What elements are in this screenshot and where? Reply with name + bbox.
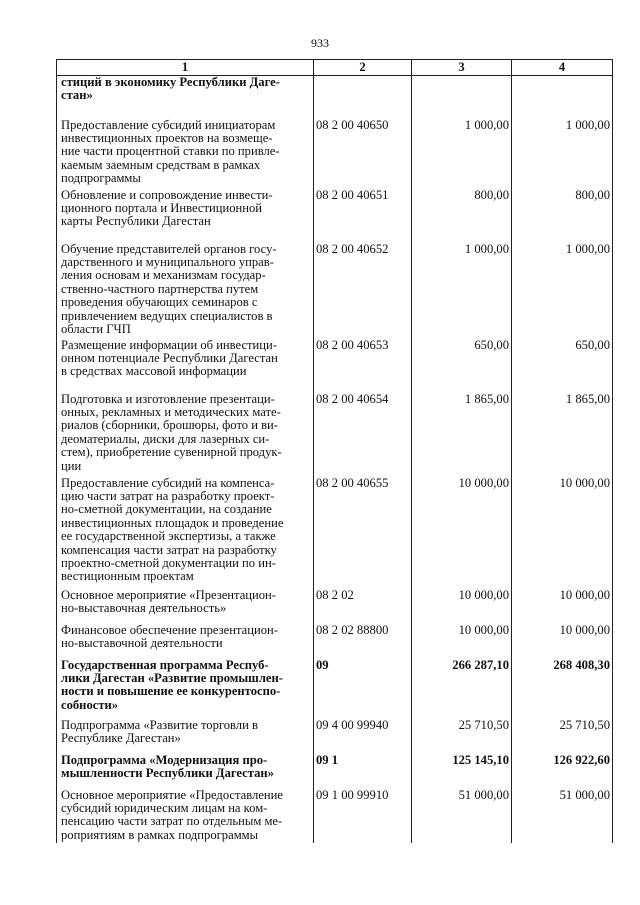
row-name-cell: Размещение информации об инвестици- онном потенциале Республики Дагестан в средствах массовой информации <box>57 339 314 393</box>
row-value-year2-cell: 1 000,00 <box>512 243 613 339</box>
row-code-cell: 08 2 00 40652 <box>314 243 412 339</box>
row-value-year2-cell: 1 865,00 <box>512 393 613 477</box>
row-name-cell: Подготовка и изготовление презентаци- онных, рекламных и методических мате- риалов (сборники, брошюры, фото и ви- деоматериалы, диски для лазерных си- стем), приобретение сувенирной продук- ции <box>57 393 314 477</box>
row-code-cell: 09 4 00 99940 <box>314 719 412 754</box>
table-row <box>57 339 613 393</box>
row-value-year2-cell: 1 000,00 <box>512 119 613 189</box>
row-value-year2-cell: 10 000,00 <box>512 477 613 589</box>
row-value-year1-cell: 10 000,00 <box>412 624 512 659</box>
table-row <box>57 659 613 719</box>
row-value-year1-cell: 1 000,00 <box>412 243 512 339</box>
table-row <box>57 76 613 119</box>
row-value-year2-cell: 10 000,00 <box>512 589 613 624</box>
row-value-year1-cell: 1 000,00 <box>412 119 512 189</box>
row-code-cell: 08 2 00 40655 <box>314 477 412 589</box>
budget-table <box>56 59 613 843</box>
row-value-year1-cell: 650,00 <box>412 339 512 393</box>
header-col-3: 3 <box>412 60 512 76</box>
row-name-cell: Финансовое обеспечение презентацион- но-выставочной деятельности <box>57 624 314 659</box>
row-code-cell: 08 2 02 <box>314 589 412 624</box>
row-code-cell: 08 2 00 40653 <box>314 339 412 393</box>
row-code-cell: 09 1 <box>314 754 412 789</box>
row-name-cell: Обновление и сопровождение инвести- ционного портала и Инвестиционной карты Республики Дагестан <box>57 189 314 243</box>
row-name-cell: Подпрограмма «Модернизация про- мышленности Республики Дагестан» <box>57 754 314 789</box>
row-name-cell: Предоставление субсидий на компенса- цию части затрат на разработку проект- но-сметной документации, на создание инвестиционных площадок и проведение ее государственной экспертизы, а также компенсация части затрат на разработку проектно-сметной документации по ин- вестиционным проектам <box>57 477 314 589</box>
row-name-cell: Основное мероприятие «Предоставление субсидий юридическим лицам на ком- пенсацию части затрат по отдельным ме- роприятиям в рамках подпрограммы <box>57 789 314 843</box>
page-number: 933 <box>311 36 329 50</box>
row-value-year2-cell: 25 710,50 <box>512 719 613 754</box>
row-value-year1-cell: 10 000,00 <box>412 477 512 589</box>
row-code-cell <box>314 76 412 119</box>
row-code-cell: 08 2 00 40650 <box>314 119 412 189</box>
row-name-cell: Основное мероприятие «Презентацион- но-выставочная деятельность» <box>57 589 314 624</box>
table-row <box>57 789 613 843</box>
table-body <box>57 76 613 843</box>
row-name-cell: Подпрограмма «Развитие торговли в Республике Дагестан» <box>57 719 314 754</box>
row-value-year2-cell: 800,00 <box>512 189 613 243</box>
table-row <box>57 754 613 789</box>
header-col-2: 2 <box>314 60 412 76</box>
row-code-cell: 09 <box>314 659 412 719</box>
row-value-year1-cell: 51 000,00 <box>412 789 512 843</box>
row-value-year2-cell <box>512 76 613 119</box>
row-code-cell: 08 2 02 88800 <box>314 624 412 659</box>
row-code-cell: 08 2 00 40651 <box>314 189 412 243</box>
header-col-1: 1 <box>57 60 314 76</box>
row-value-year1-cell: 125 145,10 <box>412 754 512 789</box>
table-header-row <box>57 60 613 76</box>
row-value-year1-cell: 10 000,00 <box>412 589 512 624</box>
header-col-4: 4 <box>512 60 613 76</box>
row-name-cell: Предоставление субсидий инициаторам инвестиционных проектов на возмеще- ние части процентной ставки по привле- каемым заемным средствам в рамках подпрограммы <box>57 119 314 189</box>
row-value-year1-cell <box>412 76 512 119</box>
row-value-year2-cell: 268 408,30 <box>512 659 613 719</box>
row-value-year1-cell: 800,00 <box>412 189 512 243</box>
row-name-cell: Обучение представителей органов госу- дарственного и муниципального управ- ления основам и механизмам государ- ственно-частного партнерства путем проведения обучающих семинаров с привлечением ведущих специалистов в области ГЧП <box>57 243 314 339</box>
row-value-year2-cell: 51 000,00 <box>512 789 613 843</box>
row-name-cell: стиций в экономику Республики Даге- стан» <box>57 76 314 119</box>
table-row <box>57 719 613 754</box>
row-code-cell: 09 1 00 99910 <box>314 789 412 843</box>
row-value-year1-cell: 25 710,50 <box>412 719 512 754</box>
table-row <box>57 477 613 589</box>
row-value-year2-cell: 10 000,00 <box>512 624 613 659</box>
table-row <box>57 119 613 189</box>
table-row <box>57 589 613 624</box>
table-row <box>57 189 613 243</box>
row-code-cell: 08 2 00 40654 <box>314 393 412 477</box>
row-name-cell: Государственная программа Респуб- лики Дагестан «Развитие промышлен- ности и повышение ее конкурентоспо- собности» <box>57 659 314 719</box>
table-row <box>57 624 613 659</box>
row-value-year1-cell: 1 865,00 <box>412 393 512 477</box>
row-value-year2-cell: 650,00 <box>512 339 613 393</box>
row-value-year2-cell: 126 922,60 <box>512 754 613 789</box>
row-value-year1-cell: 266 287,10 <box>412 659 512 719</box>
table-row <box>57 393 613 477</box>
table-row <box>57 243 613 339</box>
